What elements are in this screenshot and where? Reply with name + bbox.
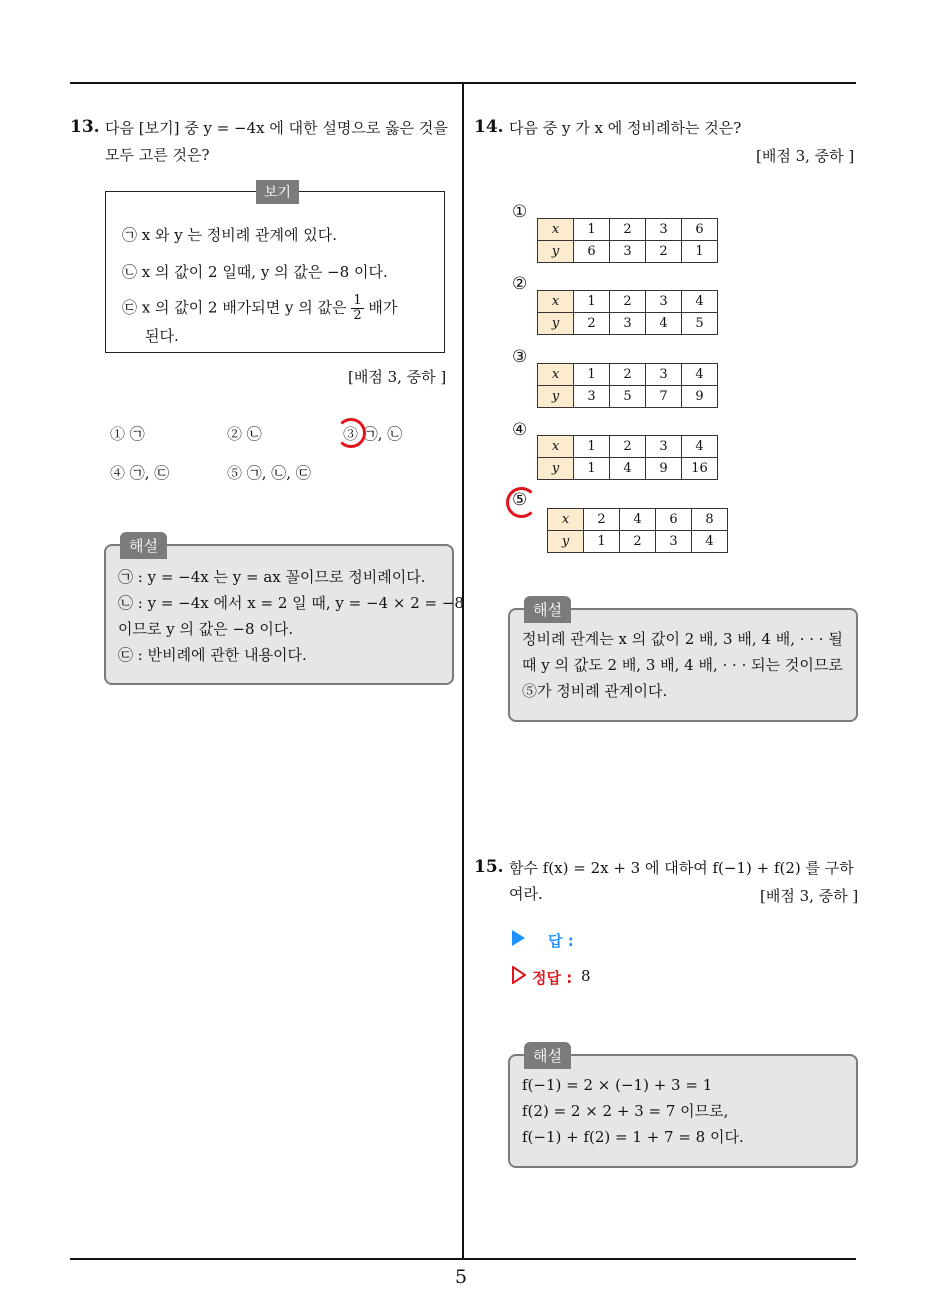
q14-table-5-label[interactable]: ⑤: [512, 490, 528, 510]
q13-solution-label: 해설: [120, 532, 167, 559]
q15-solution-line-2: f(2) = 2 × 2 + 3 = 7 이므로,: [522, 1102, 729, 1120]
q14-table-2: x 1 2 3 4 y 2 3 4 5: [537, 290, 718, 335]
q13-choice-3[interactable]: ③ ㉠, ㉡: [343, 425, 403, 443]
q15-answer-label: 답 :: [548, 932, 574, 950]
q15-correct-label: 정답 :: [532, 969, 573, 987]
q15-correct-value: 8: [581, 967, 591, 985]
q13-bogi-fraction: $\frac{1}{2}$: [353, 293, 362, 323]
q14-table-2-label[interactable]: ②: [512, 274, 528, 294]
correct-arrow-icon: [512, 966, 524, 982]
q13-points: [배점 3, 중하 ]: [348, 368, 447, 386]
q14-answer-mark: [506, 487, 537, 518]
q15-solution-line-3: f(−1) + f(2) = 1 + 7 = 8 이다.: [522, 1128, 744, 1146]
q13-bogi-label: 보기: [256, 180, 299, 204]
q13-solution-lines: [118, 564, 464, 668]
q13-choice-2[interactable]: ② ㉡: [227, 425, 262, 443]
q15-points: [배점 3, 중하 ]: [760, 887, 859, 905]
q14-number: 14.: [474, 117, 504, 137]
bottom-rule: [70, 1258, 856, 1260]
q13-solution-line-2: ㉡ : y = −4x 에서 x = 2 일 때, y = −4 × 2 = −8: [118, 594, 464, 612]
q14-table-4: x 1 2 3 4 y 1 4 9 16: [537, 435, 718, 480]
q14-solution-label: 해설: [524, 596, 571, 623]
q14-points: [배점 3, 중하 ]: [756, 147, 855, 165]
q14-solution-line-2: 때 y 의 값도 2 배, 3 배, 4 배, · · · 되는 것이므로: [522, 656, 843, 674]
q15-text-line2: 여라.: [509, 885, 543, 903]
q14-table-5: x 2 4 6 8 y 1 2 3 4: [547, 508, 728, 553]
q15-solution-line-1: f(−1) = 2 × (−1) + 3 = 1: [522, 1076, 713, 1094]
q13-solution-line-1: ㉠ : y = −4x 는 y = ax 꼴이므로 정비례이다.: [118, 568, 426, 586]
q13-bogi-item-2: ㉡ x 의 값이 2 일때, y 의 값은 −8 이다.: [122, 263, 388, 281]
answer-input[interactable]: [580, 926, 780, 950]
q13-bogi-item-3: [122, 294, 397, 323]
q13-solution-line-3: 이므로 y 의 값은 −8 이다.: [118, 620, 294, 638]
page-number: 5: [455, 1266, 468, 1288]
q13-bogi-item-3-pre: ㉢ x 의 값이 2 배가되면 y 의 값은: [122, 298, 347, 317]
q15-solution-lines: [522, 1072, 744, 1150]
q14-table-3-label[interactable]: ③: [512, 347, 528, 367]
column-divider: [462, 82, 464, 1260]
q15-text-line1: 함수 f(x) = 2x + 3 에 대하여 f(−1) + f(2) 를 구하: [509, 859, 854, 877]
q14-table-4-label[interactable]: ④: [512, 420, 528, 440]
q13-text-line1: 다음 [보기] 중 y = −4x 에 대한 설명으로 옳은 것을: [105, 119, 448, 137]
answer-arrow-icon: [512, 930, 525, 946]
q13-text-line2: 모두 고른 것은?: [105, 146, 210, 164]
q13-choice-1[interactable]: ① ㉠: [110, 425, 145, 443]
q14-text: 다음 중 y 가 x 에 정비례하는 것은?: [509, 119, 742, 137]
q14-table-1: x 1 2 3 6 y 6 3 2 1: [537, 218, 718, 263]
q14-table-1-label[interactable]: ①: [512, 202, 528, 222]
q13-answer-mark: [336, 418, 366, 448]
q13-choice-5[interactable]: ⑤ ㉠, ㉡, ㉢: [227, 464, 311, 482]
q14-solution-line-1: 정비례 관계는 x 의 값이 2 배, 3 배, 4 배, · · · 될: [522, 630, 843, 648]
q14-solution-lines: [522, 626, 843, 704]
q14-solution-line-3: ⑤가 정비례 관계이다.: [522, 682, 668, 700]
q13-number: 13.: [70, 117, 100, 137]
q14-table-3: x 1 2 3 4 y 3 5 7 9: [537, 363, 718, 408]
q13-solution-line-4: ㉢ : 반비례에 관한 내용이다.: [118, 646, 307, 664]
q13-bogi-item-3-line2: 된다.: [145, 327, 179, 345]
q15-number: 15.: [474, 857, 504, 877]
q13-bogi-item-3-post: 배가: [368, 298, 398, 317]
q13-bogi-item-1: ㉠ x 와 y 는 정비례 관계에 있다.: [122, 226, 337, 244]
q13-choice-4[interactable]: ④ ㉠, ㉢: [110, 464, 170, 482]
q15-solution-label: 해설: [524, 1042, 571, 1069]
